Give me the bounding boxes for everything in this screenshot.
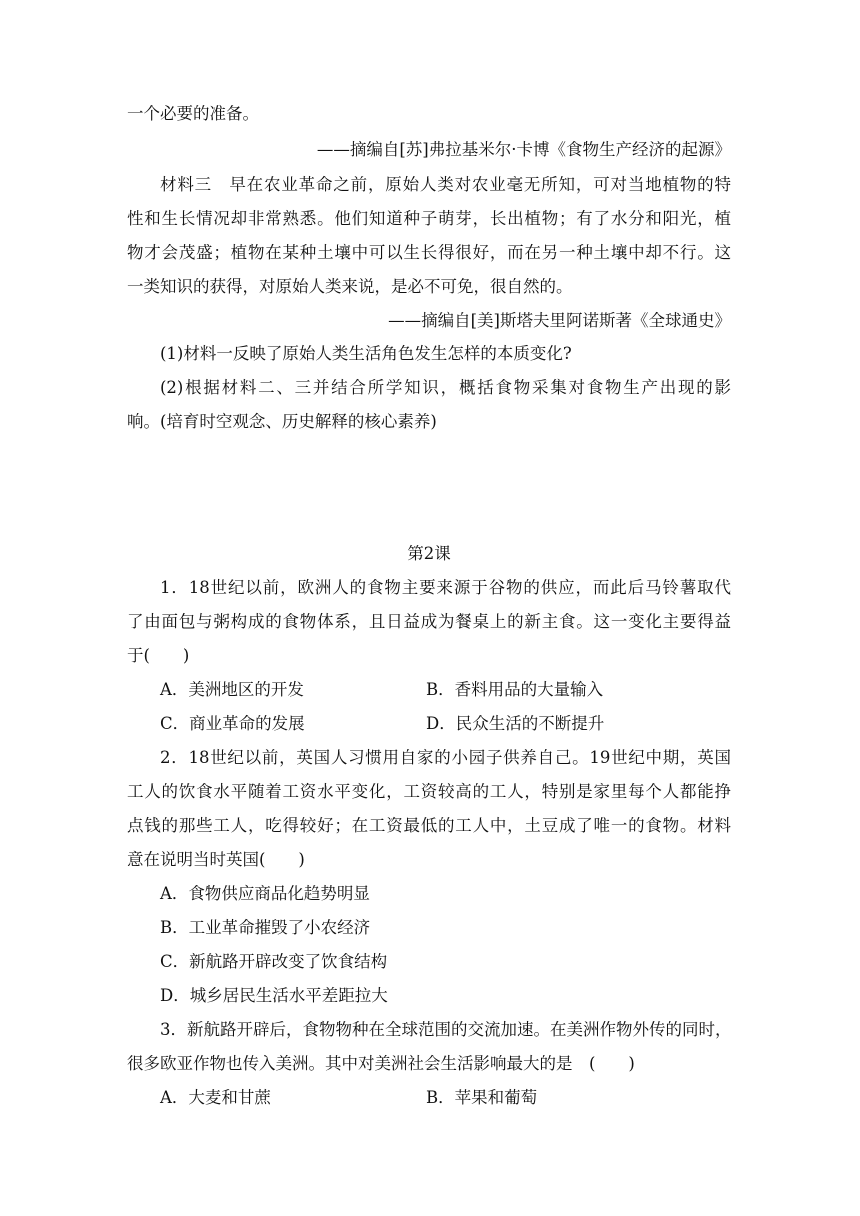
item-1-option-d: D．民众生活的不断提升 <box>426 714 605 733</box>
item-2-option-c: C．新航路开辟改变了饮食结构 <box>160 952 388 971</box>
item-2-text: 工人的饮食水平随着工资水平变化，工资较高的工人，特别是家里每个人都能挣 <box>127 782 731 801</box>
item-2-option-a: A．食物供应商品化趋势明显 <box>160 884 370 903</box>
item-2-text: 2．18世纪以前，英国人习惯用自家的小园子供养自己。19世纪中期，英国 <box>160 748 731 767</box>
material2-tail: 一个必要的准备。 <box>127 104 259 123</box>
question-2-cont: 响。(培育时空观念、历史解释的核心素养) <box>127 412 437 431</box>
item-1-option-b: B．香料用品的大量输入 <box>426 680 604 699</box>
item-3-text: 3．新航路开辟后，食物物种在全球范围的交流加速。在美洲作物外传的同时， <box>160 1020 732 1039</box>
material3-line: 性和生长情况却非常熟悉。他们知道种子萌芽，长出植物；有了水分和阳光，植 <box>127 209 731 228</box>
material2-source: ——摘编自[苏]弗拉基米尔·卡博《食物生产经济的起源》 <box>316 140 731 159</box>
item-3-option-b: B．苹果和葡萄 <box>426 1088 538 1107</box>
item-3-text: 很多欧亚作物也传入美洲。其中对美洲社会生活影响最大的是 ( ) <box>127 1054 635 1073</box>
item-2-text: 点钱的那些工人，吃得较好；在工资最低的工人中，土豆成了唯一的食物。材料 <box>127 816 731 835</box>
item-2-option-d: D．城乡居民生活水平差距拉大 <box>160 986 388 1005</box>
question-2: (2)根据材料二、三并结合所学知识，概括食物采集对食物生产出现的影 <box>160 378 731 397</box>
material3-line: 材料三 早在农业革命之前，原始人类对农业毫无所知，可对当地植物的特 <box>160 175 731 194</box>
lesson-title: 第2课 <box>407 544 451 563</box>
question-1: (1)材料一反映了原始人类生活角色发生怎样的本质变化? <box>160 344 572 363</box>
item-1-text: 于( ) <box>127 646 190 665</box>
item-1-text: 1．18世纪以前，欧洲人的食物主要来源于谷物的供应，而此后马铃薯取代 <box>160 578 731 597</box>
item-3-option-a: A．大麦和甘蔗 <box>160 1088 271 1107</box>
material3-line: 物才会茂盛；植物在某种土壤中可以生长得很好，而在另一种土壤中却不行。这 <box>127 243 731 262</box>
material3-source: ——摘编自[美]斯塔夫里阿诺斯著《全球通史》 <box>388 311 731 330</box>
item-1-option-c: C．商业革命的发展 <box>160 714 305 733</box>
item-1-option-a: A．美洲地区的开发 <box>160 680 304 699</box>
material3-line: 一类知识的获得，对原始人类来说，是必不可免，很自然的。 <box>127 277 573 296</box>
item-1-text: 了由面包与粥构成的食物体系，且日益成为餐桌上的新主食。这一变化主要得益 <box>127 612 731 631</box>
item-2-option-b: B．工业革命摧毁了小农经济 <box>160 918 371 937</box>
item-2-text: 意在说明当时英国( ) <box>127 850 305 869</box>
